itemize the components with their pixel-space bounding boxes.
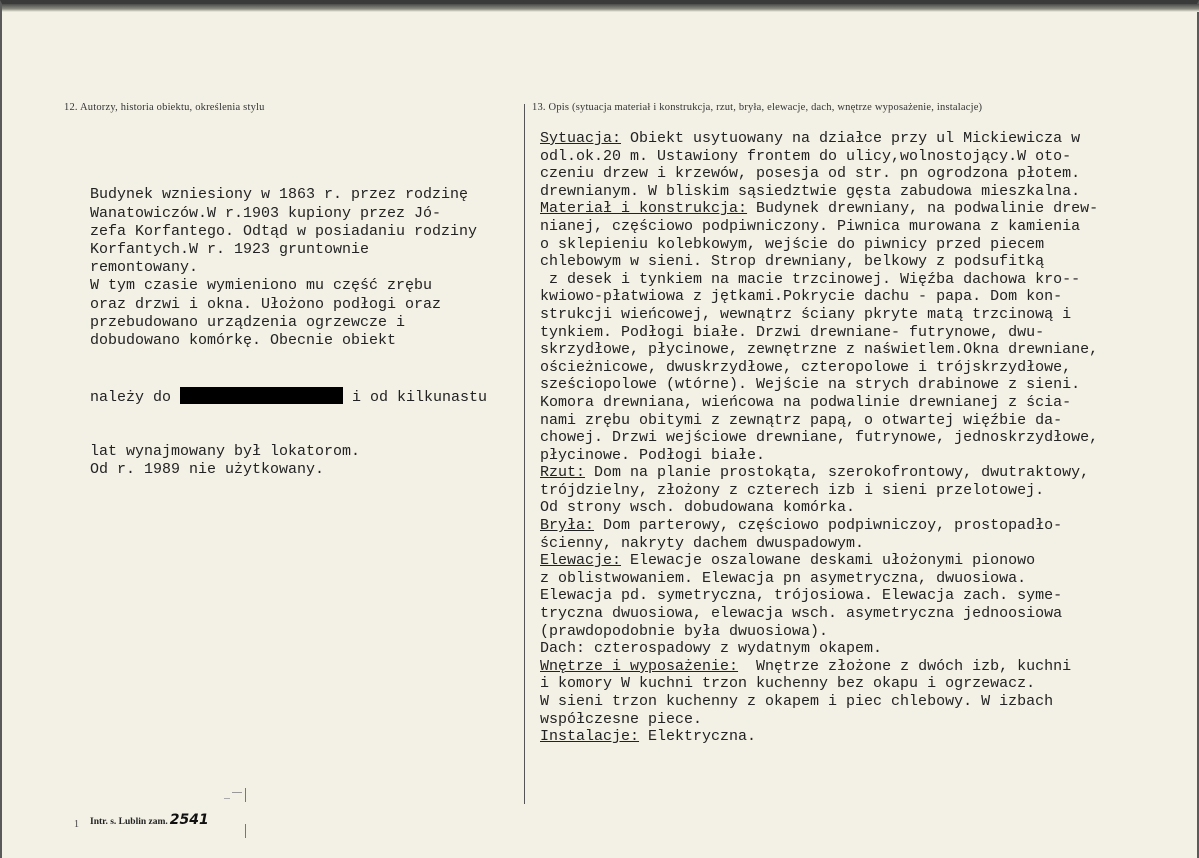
- pencil-tick: [245, 788, 246, 802]
- description-line-text: trójdzielny, złożony z czterech izb i sieni przelotowej.: [540, 481, 1045, 499]
- right-column-header: 13. Opis (sytuacja materiał i konstrukcja, rzut, bryła, elewacje, dach, wnętrze wyposażenie, instalacje): [532, 102, 983, 113]
- section-label: Materiał i konstrukcja:: [540, 200, 748, 218]
- description-line-text: z oblistwowaniem. Elewacja pn asymetryczna, dwuosiowa.: [540, 569, 1027, 587]
- description-text: [540, 130, 1176, 746]
- description-line-text: Dom na planie prostokąta, szerokofrontowy, dwutraktowy,: [585, 464, 1090, 482]
- pencil-tick: [245, 824, 246, 838]
- history-line: przebudowano urządzenia ogrzewcze i: [90, 313, 406, 331]
- description-line: [540, 623, 1176, 641]
- description-line-text: z desek i tynkiem na macie trzcinowej. Więźba dachowa kro--: [540, 270, 1081, 288]
- description-line-text: Elektryczna.: [639, 728, 757, 746]
- left-column-header: 12. Autorzy, historia obiektu, określenia stylu: [64, 102, 265, 113]
- description-line-text: W sieni trzon kuchenny z okapem i piec chlebowy. W izbach: [540, 693, 1054, 710]
- description-line-text: tryczna dwuosiowa, elewacja wsch. asymetryczna jednoosiowa: [540, 605, 1063, 623]
- description-line: [540, 288, 1176, 306]
- description-line-text: Budynek drewniany, na podwalinie drew-: [747, 200, 1099, 218]
- history-text: [90, 150, 522, 516]
- description-line: [540, 271, 1176, 289]
- description-line-text: odl.ok.20 m. Ustawiony frontem do ulicy,wolnostojący.W oto-: [540, 147, 1072, 165]
- description-line: [540, 447, 1176, 465]
- description-line-text: kwiowo-płatwiowa z jętkami.Pokrycie dachu - papa. Dom kon-: [540, 288, 1063, 306]
- description-line-text: Od strony wsch. dobudowana komórka.: [540, 499, 856, 517]
- section-label: Sytuacja:: [540, 130, 622, 147]
- description-line-text: czeniu drzew i krzewów, posesja od str. pn ogrodzona płotem.: [540, 165, 1081, 183]
- description-line-text: płycinowe. Podłogi białe.: [540, 446, 766, 464]
- description-line-text: Wnętrze złożone z dwóch izb, kuchni: [738, 657, 1072, 675]
- section-label: Instalacje:: [540, 728, 640, 746]
- history-line: dobudowano komórkę. Obecnie obiekt: [90, 332, 397, 350]
- history-line: W tym czasie wymieniono mu część zrębu: [90, 277, 433, 295]
- description-line: [540, 165, 1176, 183]
- description-line-text: Dach: czterospadowy z wydatnym okapem.: [540, 640, 883, 658]
- description-line: [540, 394, 1176, 412]
- description-line: [540, 341, 1176, 359]
- description-line-text: i komory W kuchni trzon kuchenny bez okapu i ogrzewacz.: [540, 675, 1036, 693]
- description-line: [540, 253, 1176, 271]
- description-line: [540, 130, 1176, 148]
- description-line-text: Dom parterowy, częściowo podpiwniczoy, prostopadło-: [594, 517, 1063, 535]
- description-line: [540, 464, 1176, 482]
- description-line-text: drewnianym. W bliskim sąsiedztwie gęsta zabudowa mieszkalna.: [540, 182, 1081, 200]
- history-line: zefa Korfantego. Odtąd w posiadaniu rodziny: [90, 222, 478, 240]
- history-line: oraz drzwi i okna. Ułożono podłogi oraz: [90, 295, 442, 313]
- history-redacted-line: [90, 387, 522, 407]
- archive-stamp: [90, 812, 209, 828]
- description-line-text: ościeżnicowe, dwuskrzydłowe, czteropolowe i trójskrzydłowe,: [540, 358, 1072, 376]
- redacted-line-before: należy do: [90, 388, 181, 406]
- description-line-text: strukcji wieńcowej, wewnątrz ściany pkryte matą trzcinową i: [540, 305, 1072, 323]
- description-line: [540, 675, 1176, 693]
- description-line: [540, 359, 1176, 377]
- redaction-bar: [180, 387, 343, 404]
- description-line: [540, 482, 1176, 500]
- description-line-text: nami zrębu obitymi z zewnątrz papą, o otwartej więźbie da-: [540, 411, 1063, 429]
- description-line: [540, 218, 1176, 236]
- history-line: Od r. 1989 nie użytkowany.: [90, 461, 325, 479]
- description-line-text: ścienny, nakryty dachem dwuspadowym.: [540, 534, 865, 552]
- corner-mark: 1: [74, 819, 79, 830]
- column-divider: [524, 104, 525, 804]
- description-line-text: Komora drewniana, wieńcowa na podwalinie drewnianej z ścia-: [540, 393, 1072, 411]
- description-line: [540, 183, 1176, 201]
- description-line: [540, 693, 1176, 711]
- description-line-text: współczesne piece.: [540, 710, 703, 728]
- description-line: [540, 412, 1176, 430]
- description-line-text: sześciopolowe (wtórne). Wejście na strych drabinowe z sieni.: [540, 376, 1081, 394]
- description-line: [540, 658, 1176, 676]
- description-line-text: skrzydłowe, płycinowe, zewnętrzne z naświetlem.Okna drewniane,: [540, 341, 1099, 359]
- description-line: [540, 324, 1176, 342]
- history-line: Budynek wzniesiony w 1863 r. przez rodzinę: [90, 186, 469, 204]
- history-line: Wanatowiczów.W r.1903 kupiony przez Jó-: [90, 204, 442, 222]
- section-label: Elewacje:: [540, 552, 622, 570]
- redacted-line-after: i od kilkunastu: [343, 388, 488, 406]
- history-trailing-lines: [90, 443, 522, 479]
- description-line: [540, 200, 1176, 218]
- description-line: [540, 605, 1176, 623]
- description-line: [540, 517, 1176, 535]
- scan-top-edge: [2, 4, 1199, 12]
- description-line-text: chlebowym w sieni. Strop drewniany, belkowy z podsufitką: [540, 253, 1045, 271]
- description-line: [540, 499, 1176, 517]
- section-label: Rzut:: [540, 464, 586, 482]
- description-line-text: Elewacje oszalowane deskami ułożonymi pionowo: [621, 552, 1036, 570]
- pencil-tick: [232, 792, 242, 793]
- description-line: [540, 711, 1176, 729]
- pencil-tick: [224, 798, 230, 799]
- description-line: [540, 236, 1176, 254]
- description-line-text: o sklepieniu kolebkowym, wejście do piwnicy przed piecem: [540, 235, 1045, 253]
- description-line-text: nianej, częściowo podpiwniczony. Piwnica murowana z kamienia: [540, 217, 1081, 235]
- history-line: remontowany.: [90, 259, 199, 277]
- description-line: [540, 570, 1176, 588]
- description-line: [540, 552, 1176, 570]
- description-line: [540, 376, 1176, 394]
- history-line: lat wynajmowany był lokatorom.: [90, 443, 361, 461]
- description-line-text: Elewacja pd. symetryczna, trójosiowa. Elewacja zach. syme-: [540, 587, 1063, 605]
- section-label: Bryła:: [540, 517, 595, 535]
- description-line: [540, 728, 1176, 746]
- history-lines: [90, 186, 522, 350]
- description-line-text: chowej. Drzwi wejściowe drewniane, futrynowe, jednoskrzydłowe,: [540, 429, 1099, 447]
- description-line: [540, 306, 1176, 324]
- description-line-text: (prawdopodobnie była dwuosiowa).: [540, 622, 829, 640]
- description-line: [540, 640, 1176, 658]
- stamp-label: Intr. s. Lublin zam.: [90, 817, 168, 827]
- stamp-number: 2541: [169, 812, 209, 828]
- description-line-text: Obiekt usytuowany na działce przy ul Mickiewicza w: [621, 130, 1081, 147]
- description-line: [540, 587, 1176, 605]
- description-line: [540, 535, 1176, 553]
- section-label: Wnętrze i wyposażenie:: [540, 657, 739, 675]
- description-line: [540, 148, 1176, 166]
- description-line-text: tynkiem. Podłogi białe. Drzwi drewniane- futrynowe, dwu-: [540, 323, 1045, 341]
- description-line: [540, 429, 1176, 447]
- history-line: Korfantych.W r. 1923 gruntownie: [90, 241, 370, 259]
